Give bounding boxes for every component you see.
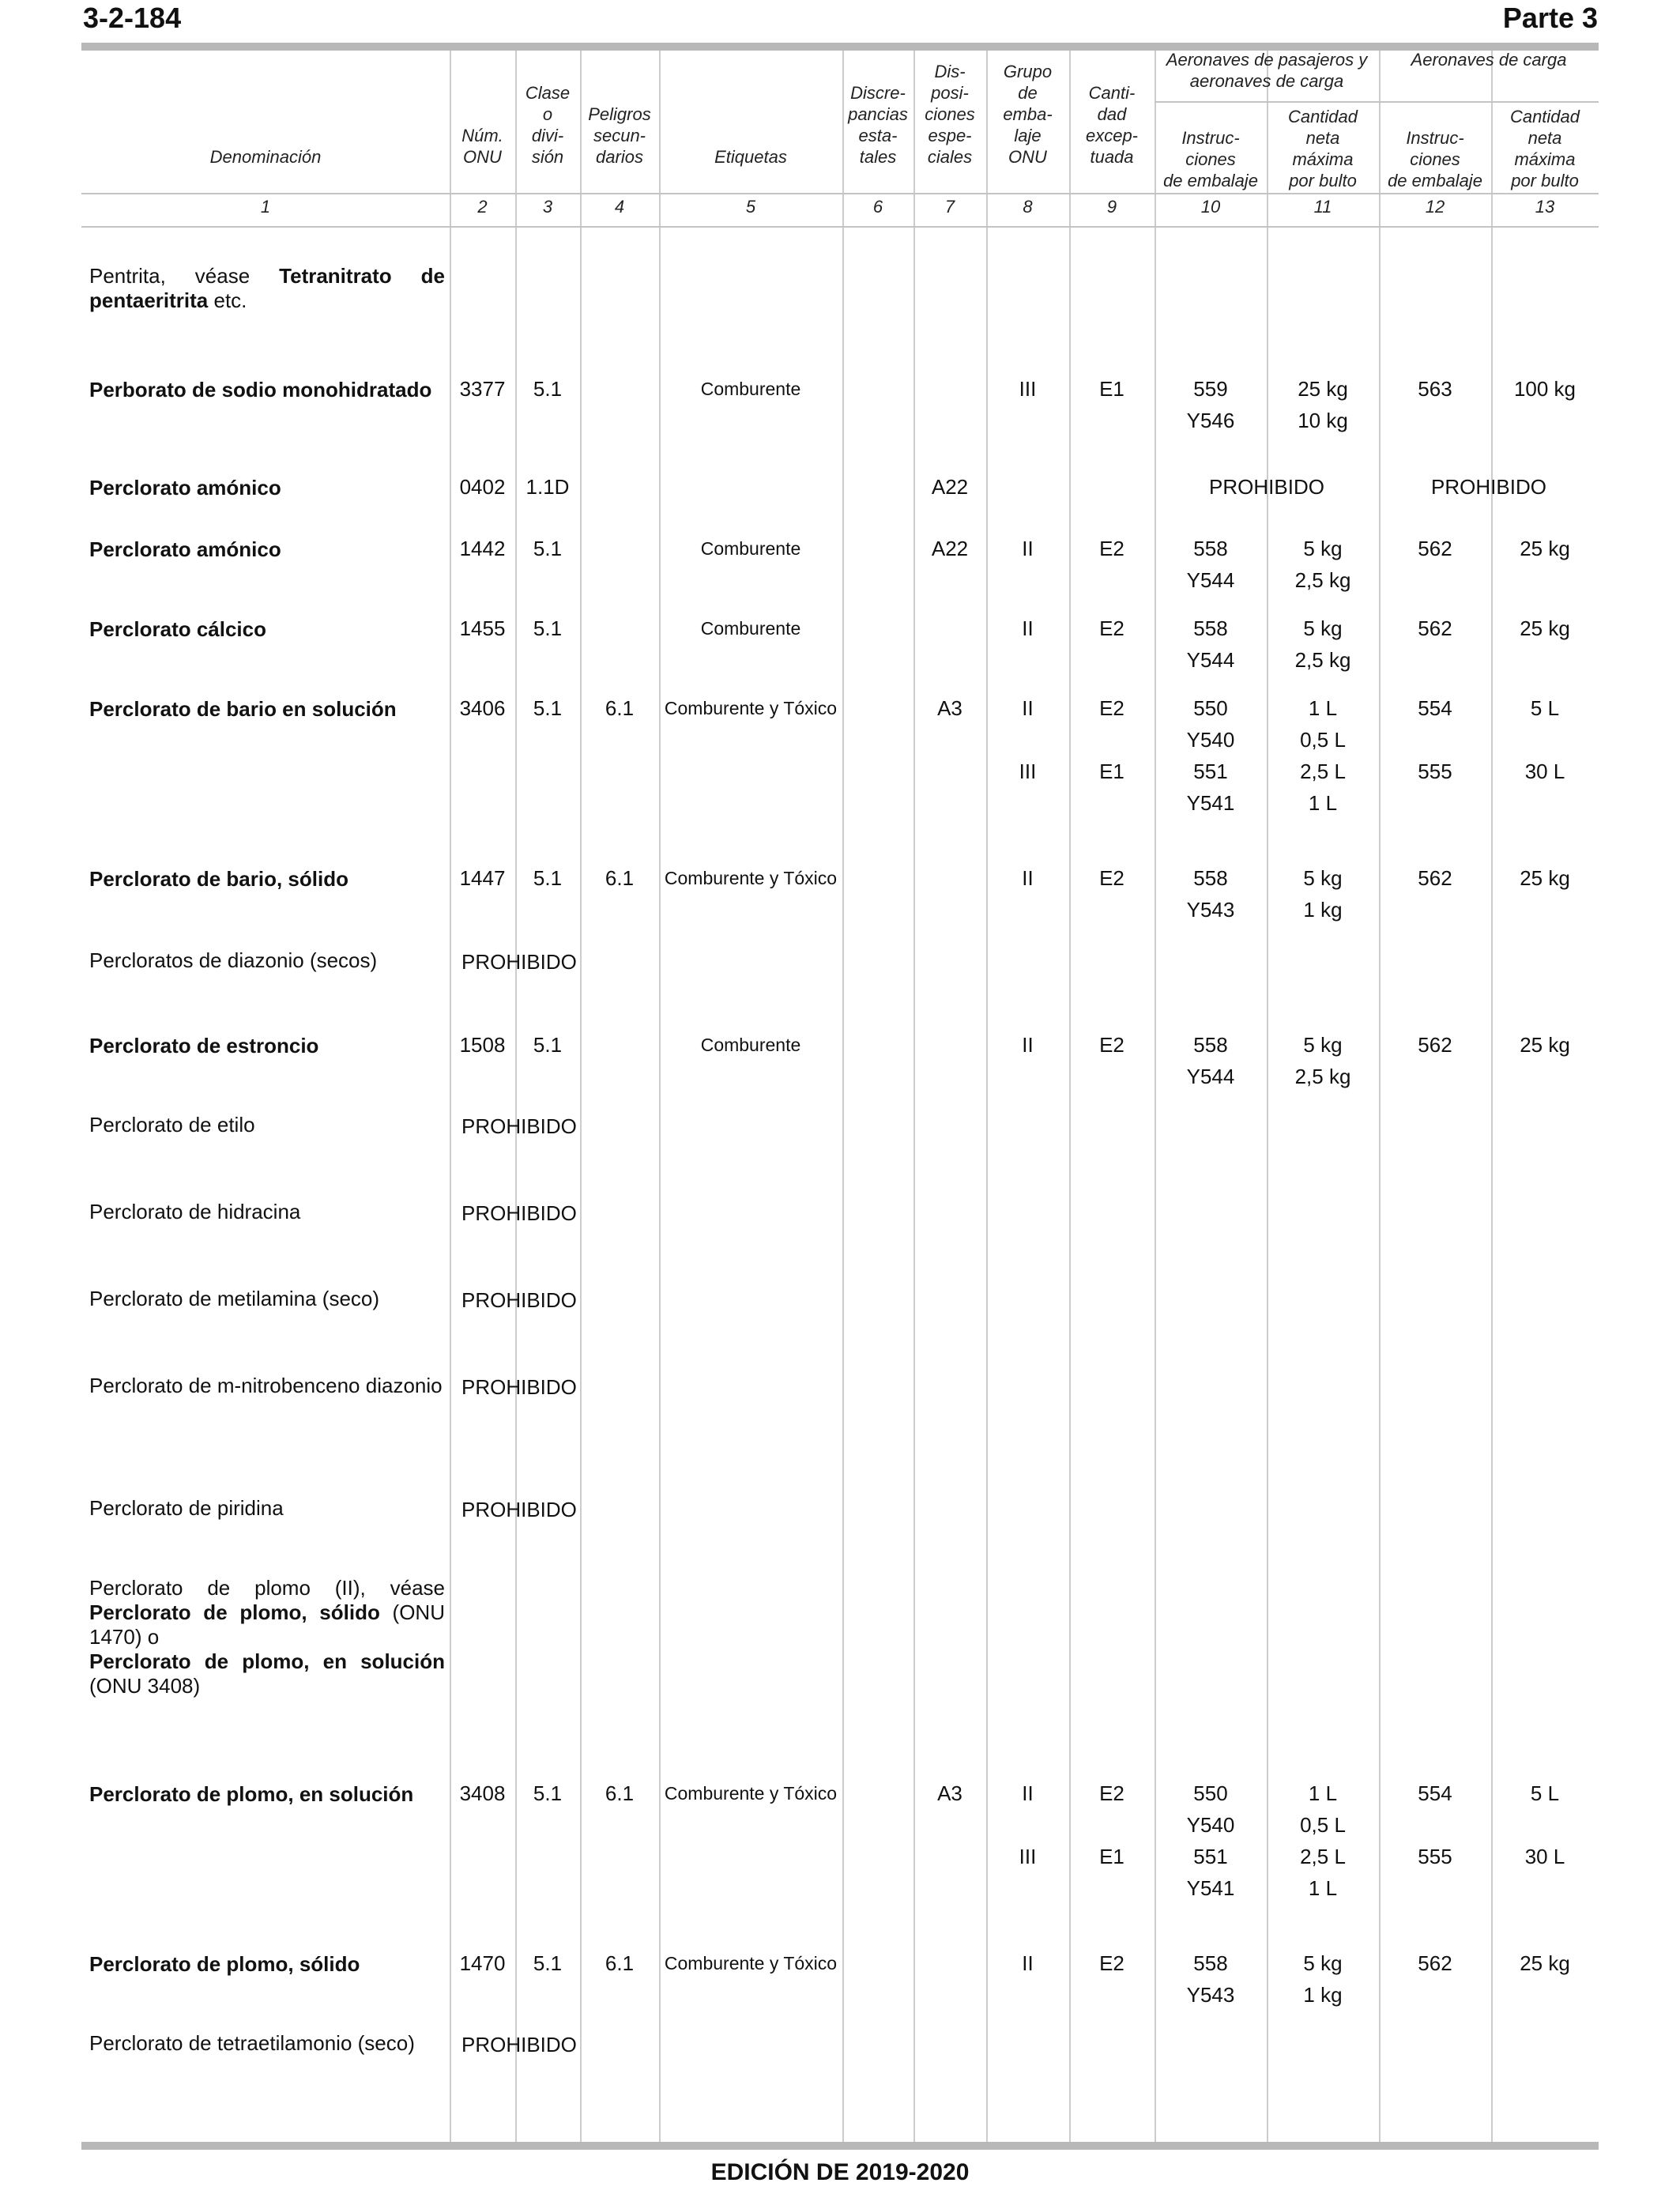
col-denominacion: Denominación bbox=[209, 147, 322, 167]
cell-cq: 25 kg bbox=[1520, 1033, 1570, 1057]
column-divider bbox=[580, 51, 582, 2142]
cell-ci: 562 bbox=[1418, 866, 1452, 890]
cell-ci: 563 bbox=[1418, 377, 1452, 401]
row-name: Percloratos de diazonio (secos) bbox=[89, 948, 378, 972]
cell-cq: 25 kg bbox=[1520, 537, 1570, 560]
cell-un: 1447 bbox=[459, 866, 506, 890]
group-header-cargo: Aeronaves de carga bbox=[1411, 50, 1567, 70]
row-name: Perclorato de tetraetilamonio (seco) bbox=[89, 2031, 415, 2055]
col-disposiciones: Dis- posi- ciones espe- ciales bbox=[925, 62, 975, 167]
col-peligros: Peligros secun- darios bbox=[588, 104, 651, 167]
cell-un: 1455 bbox=[459, 616, 506, 640]
row-name: Perclorato de piridina bbox=[89, 1496, 284, 1520]
cell-pi: 559 Y546 bbox=[1186, 377, 1235, 432]
cell-eq: E2 E1 bbox=[1099, 696, 1124, 783]
cell-class: 1.1D bbox=[525, 475, 570, 499]
cell-class: 5.1 bbox=[533, 696, 563, 720]
footer-edition: EDICIÓN DE 2019-2020 bbox=[710, 2159, 970, 2185]
cell-pg: II III bbox=[1019, 1781, 1037, 1868]
cell-label: Comburente y Tóxico bbox=[664, 868, 838, 888]
cell-ci: 554 555 bbox=[1418, 696, 1452, 783]
cell-pi: 558 Y543 bbox=[1186, 1951, 1235, 2007]
row-name: Perclorato de plomo (II), véase Perclorato de plomo, sólido (ONU 1470) o Perclorato de plomo, en solución (ONU 3408) bbox=[89, 1576, 445, 1698]
prohibited-label: PROHIBIDO bbox=[461, 1498, 577, 1521]
cell-pg: II bbox=[1022, 1033, 1034, 1057]
cell-un: 3408 bbox=[459, 1781, 506, 1805]
cell-un: 3406 bbox=[459, 696, 506, 720]
cell-sub: 6.1 bbox=[605, 1951, 635, 1975]
cell-label: Comburente bbox=[700, 618, 801, 639]
cell-label: Comburente bbox=[700, 379, 801, 399]
row-name: Perclorato de bario en solución bbox=[89, 697, 397, 721]
column-number: 7 bbox=[944, 197, 955, 217]
cell-eq: E2 bbox=[1099, 1951, 1124, 1975]
cell-sp: A22 bbox=[931, 475, 969, 499]
cell-cq: 5 L 30 L bbox=[1524, 696, 1565, 783]
row-name: Perclorato de estroncio bbox=[89, 1034, 319, 1057]
row-name: Perclorato amónico bbox=[89, 476, 281, 499]
column-number: 11 bbox=[1313, 197, 1332, 217]
prohibited-label: PROHIBIDO bbox=[461, 950, 577, 974]
column-divider bbox=[659, 51, 661, 2142]
col-grupo: Grupo de emba- laje ONU bbox=[1003, 62, 1053, 167]
row-name: Perclorato de etilo bbox=[89, 1113, 255, 1137]
cell-pq: 1 L 0,5 L 2,5 L 1 L bbox=[1300, 1781, 1346, 1900]
cell-cargo-prohibited: PROHIBIDO bbox=[1431, 475, 1546, 499]
cell-ci: 562 bbox=[1418, 1033, 1452, 1057]
cell-eq: E2 bbox=[1099, 1033, 1124, 1057]
column-number: 1 bbox=[260, 197, 271, 217]
col-cantidad-exceptuada: Canti- dad excep- tuada bbox=[1085, 83, 1139, 167]
cell-eq: E2 bbox=[1099, 616, 1124, 640]
cell-un: 1442 bbox=[459, 537, 506, 560]
prohibited-label: PROHIBIDO bbox=[461, 1288, 577, 1312]
column-number: 9 bbox=[1106, 197, 1117, 217]
cell-ci: 562 bbox=[1418, 537, 1452, 560]
row-name: Perclorato de m-nitrobenceno diazonio bbox=[89, 1374, 443, 1397]
row-name: Perborato de sodio monohidratado bbox=[89, 378, 432, 401]
prohibited-label: PROHIBIDO bbox=[461, 1375, 577, 1399]
prohibited-label: PROHIBIDO bbox=[461, 1201, 577, 1225]
cell-label: Comburente bbox=[700, 1035, 801, 1055]
row-name: Perclorato de plomo, en solución bbox=[89, 1782, 414, 1806]
cell-pi: 558 Y544 bbox=[1186, 537, 1235, 592]
column-number: 10 bbox=[1200, 197, 1221, 217]
column-number: 8 bbox=[1023, 197, 1033, 217]
cell-pi: 558 Y544 bbox=[1186, 616, 1235, 672]
cell-pg: III bbox=[1019, 377, 1037, 401]
bottom-rule bbox=[81, 2142, 1599, 2150]
cell-pq: 5 kg 1 kg bbox=[1303, 1951, 1343, 2007]
cell-pg: II III bbox=[1019, 696, 1037, 783]
cell-pq: 1 L 0,5 L 2,5 L 1 L bbox=[1300, 696, 1346, 815]
row-name: Perclorato de bario, sólido bbox=[89, 867, 348, 891]
cell-eq: E2 bbox=[1099, 537, 1124, 560]
page-part: Parte 3 bbox=[1502, 2, 1598, 34]
cell-cq: 25 kg bbox=[1520, 1951, 1570, 1975]
cell-class: 5.1 bbox=[533, 1781, 563, 1805]
col-pax-instrucciones: Instruc- ciones de embalaje bbox=[1163, 128, 1258, 190]
cell-cq: 5 L 30 L bbox=[1524, 1781, 1565, 1868]
column-number: 2 bbox=[477, 197, 488, 217]
cell-label: Comburente y Tóxico bbox=[664, 698, 838, 718]
row-name: Perclorato amónico bbox=[89, 537, 281, 561]
cell-pi: 558 Y543 bbox=[1186, 866, 1235, 922]
cell-sub: 6.1 bbox=[605, 866, 635, 890]
cell-sp: A3 bbox=[937, 696, 962, 720]
cell-pi: 550 Y540 551 Y541 bbox=[1186, 1781, 1235, 1900]
row-name: Perclorato cálcico bbox=[89, 617, 266, 641]
cell-ci: 562 bbox=[1418, 1951, 1452, 1975]
col-pax-cantidad: Cantidad neta máxima por bulto bbox=[1287, 107, 1358, 190]
cell-pg: II bbox=[1022, 616, 1034, 640]
cell-class: 5.1 bbox=[533, 537, 563, 560]
cell-eq: E1 bbox=[1099, 377, 1124, 401]
col-num-onu: Núm. ONU bbox=[461, 126, 503, 167]
cell-passenger-prohibited: PROHIBIDO bbox=[1209, 475, 1324, 499]
cell-sp: A3 bbox=[937, 1781, 962, 1805]
cell-pi: 558 Y544 bbox=[1186, 1033, 1235, 1088]
col-etiquetas: Etiquetas bbox=[714, 147, 787, 167]
column-number: 3 bbox=[542, 197, 553, 217]
column-number: 4 bbox=[614, 197, 625, 217]
cell-un: 1508 bbox=[459, 1033, 506, 1057]
cell-eq: E2 E1 bbox=[1099, 1781, 1124, 1868]
column-number: 5 bbox=[745, 197, 756, 217]
group-underline bbox=[1155, 101, 1599, 103]
prohibited-label: PROHIBIDO bbox=[461, 1114, 577, 1138]
cell-cq: 25 kg bbox=[1520, 616, 1570, 640]
row-name: Perclorato de plomo, sólido bbox=[89, 1952, 360, 1976]
cell-pg: II bbox=[1022, 1951, 1034, 1975]
cell-ci: 554 555 bbox=[1418, 1781, 1452, 1868]
cell-un: 3377 bbox=[459, 377, 506, 401]
cell-class: 5.1 bbox=[533, 1951, 563, 1975]
cell-pg: II bbox=[1022, 537, 1034, 560]
cell-pq: 5 kg 2,5 kg bbox=[1294, 616, 1351, 672]
col-clase: Clase o divi- sión bbox=[525, 83, 571, 167]
prohibited-label: PROHIBIDO bbox=[461, 2033, 577, 2056]
cell-sp: A22 bbox=[931, 537, 969, 560]
cell-class: 5.1 bbox=[533, 1033, 563, 1057]
cell-pi: 550 Y540 551 Y541 bbox=[1186, 696, 1235, 815]
column-divider bbox=[842, 51, 844, 2142]
column-number: 12 bbox=[1425, 197, 1445, 217]
cell-pq: 5 kg 2,5 kg bbox=[1294, 537, 1351, 592]
cell-pq: 25 kg 10 kg bbox=[1298, 377, 1348, 432]
column-divider bbox=[515, 51, 517, 2142]
cell-class: 5.1 bbox=[533, 377, 563, 401]
cell-cq: 25 kg bbox=[1520, 866, 1570, 890]
col-cargo-cantidad: Cantidad neta máxima por bulto bbox=[1509, 107, 1580, 190]
cell-eq: E2 bbox=[1099, 866, 1124, 890]
column-divider bbox=[450, 51, 451, 2142]
cell-class: 5.1 bbox=[533, 866, 563, 890]
cell-class: 5.1 bbox=[533, 616, 563, 640]
cell-ci: 562 bbox=[1418, 616, 1452, 640]
group-header-passenger: Aeronaves de pasajeros y aeronaves de carga bbox=[1166, 50, 1368, 91]
cell-label: Comburente bbox=[700, 538, 801, 559]
col-cargo-instrucciones: Instruc- ciones de embalaje bbox=[1388, 128, 1482, 190]
cell-pg: II bbox=[1022, 866, 1034, 890]
column-number: 6 bbox=[872, 197, 883, 217]
page-id: 3-2-184 bbox=[83, 2, 182, 34]
row-name: Perclorato de hidracina bbox=[89, 1200, 301, 1223]
cell-un: 0402 bbox=[459, 475, 506, 499]
col-discrepancias: Discre- pancias esta- tales bbox=[848, 83, 908, 167]
cell-pq: 5 kg 2,5 kg bbox=[1294, 1033, 1351, 1088]
row-name: Pentrita, véase Tetranitrato de pentaeritrita etc. bbox=[89, 264, 445, 312]
cell-un: 1470 bbox=[459, 1951, 506, 1975]
column-divider bbox=[913, 51, 915, 2142]
column-number: 13 bbox=[1535, 197, 1555, 217]
cell-sub: 6.1 bbox=[605, 1781, 635, 1805]
cell-sub: 6.1 bbox=[605, 696, 635, 720]
numbers-underline bbox=[81, 226, 1599, 228]
cell-pq: 5 kg 1 kg bbox=[1303, 866, 1343, 922]
header-underline bbox=[81, 193, 1599, 194]
cell-label: Comburente y Tóxico bbox=[664, 1783, 838, 1804]
cell-label: Comburente y Tóxico bbox=[664, 1953, 838, 1973]
cell-cq: 100 kg bbox=[1513, 377, 1576, 401]
row-name: Perclorato de metilamina (seco) bbox=[89, 1287, 380, 1310]
